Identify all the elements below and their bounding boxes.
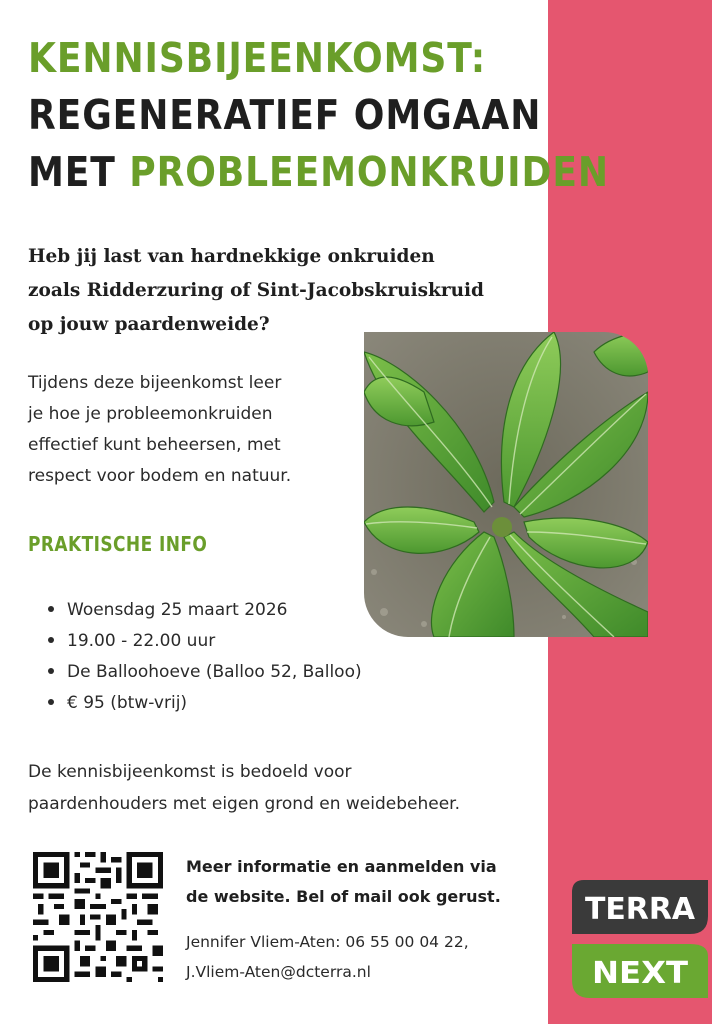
intro-line: zoals Ridderzuring of Sint-Jacobskruiskruid xyxy=(28,280,484,301)
bullet-icon xyxy=(48,699,54,705)
audience-line: De kennisbijeenkomst is bedoeld voor xyxy=(28,762,352,782)
list-item xyxy=(28,658,362,689)
logo-top-text: TERRA xyxy=(585,892,696,927)
intro-line: op jouw paardenweide? xyxy=(28,314,270,335)
audience-note xyxy=(28,756,538,820)
list-item xyxy=(28,596,362,627)
practical-info-heading: PRAKTISCHE INFO xyxy=(28,532,208,556)
contact-cta xyxy=(186,852,501,912)
practical-info-list xyxy=(28,596,362,720)
logo-bottom-text: NEXT xyxy=(592,956,689,991)
bullet-icon xyxy=(48,606,54,612)
description xyxy=(28,368,358,492)
list-item xyxy=(28,627,362,658)
description-line: Tijdens deze bijeenkomst leer xyxy=(28,373,282,393)
description-line: je hoe je probleemonkruiden xyxy=(28,404,273,424)
list-item-text: € 95 (btw-vrij) xyxy=(67,693,188,713)
title-line-3 xyxy=(28,144,609,201)
qr-code-icon[interactable] xyxy=(33,852,163,982)
terra-next-logo xyxy=(572,880,708,998)
contact-phone[interactable]: Jennifer Vliem-Aten: 06 55 00 04 22, xyxy=(186,933,469,951)
list-item-text: De Balloohoeve (Balloo 52, Balloo) xyxy=(67,662,362,682)
contact-cta-line: Meer informatie en aanmelden via xyxy=(186,857,497,876)
intro-line: Heb jij last van hardnekkige onkruiden xyxy=(28,246,435,267)
title-line-2: REGENERATIEF OMGAAN xyxy=(28,91,542,139)
title-line-3-highlight: PROBLEEMONKRUIDEN xyxy=(129,148,609,196)
list-item-text: Woensdag 25 maart 2026 xyxy=(67,600,288,620)
audience-line: paardenhouders met eigen grond en weidebeheer. xyxy=(28,794,461,814)
bullet-icon xyxy=(48,637,54,643)
contact-email[interactable]: J.Vliem-Aten@dcterra.nl xyxy=(186,963,371,981)
contact-cta-line: de website. Bel of mail ook gerust. xyxy=(186,887,501,906)
page-title xyxy=(28,30,609,201)
list-item-text: 19.00 - 22.00 uur xyxy=(67,631,216,651)
title-line-1: KENNISBIJEENKOMST: xyxy=(28,34,487,82)
description-line: effectief kunt beheersen, met xyxy=(28,435,281,455)
description-line: respect voor bodem en natuur. xyxy=(28,466,292,486)
bullet-icon xyxy=(48,668,54,674)
title-line-3-prefix: MET xyxy=(28,148,116,196)
intro-question xyxy=(28,240,528,342)
list-item xyxy=(28,689,362,720)
weed-photo xyxy=(364,332,648,637)
contact-details xyxy=(186,927,469,987)
